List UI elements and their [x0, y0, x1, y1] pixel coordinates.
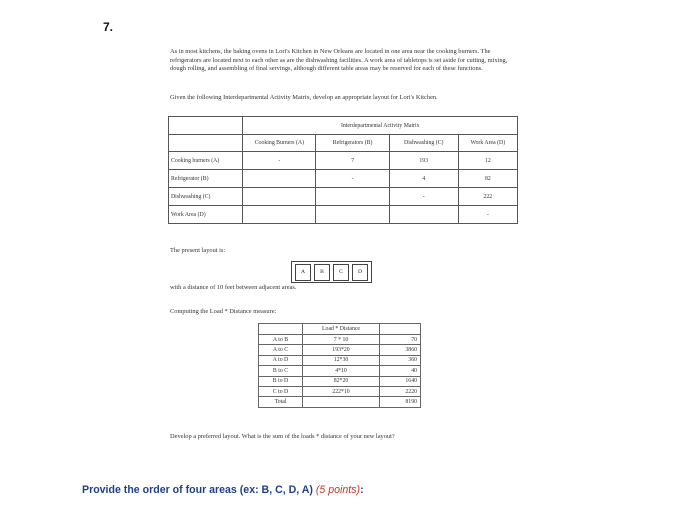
matrix-row-label: Dishwashing (C) [169, 188, 243, 206]
question-number: 7. [103, 20, 114, 34]
question-paragraph-2: Given the following Interdepartmental Activity Matrix, develop an appropriate layout for Lori's Kitchen. [170, 94, 438, 101]
ld-value: 360 [380, 355, 421, 365]
matrix-cell: 193 [389, 152, 458, 170]
ld-expression: 4*10 [303, 366, 380, 376]
matrix-cell [316, 188, 390, 206]
ld-expression: 193*20 [303, 345, 380, 355]
ld-header-blank [259, 324, 303, 335]
matrix-cell [243, 170, 316, 188]
ld-header-blank [380, 324, 421, 335]
ld-value: 2220 [380, 386, 421, 396]
ld-value: 40 [380, 366, 421, 376]
load-distance-table [258, 323, 421, 408]
present-layout-label: The present layout is: [170, 247, 226, 254]
matrix-cell: 7 [316, 152, 390, 170]
ld-pair: A to D [259, 355, 303, 365]
matrix-row-label: Refrigerator (B) [169, 170, 243, 188]
matrix-cell [243, 188, 316, 206]
distance-text: with a distance of 10 feet between adjacent areas. [170, 284, 297, 291]
matrix-corner-cell [169, 117, 243, 135]
matrix-cell [316, 206, 390, 224]
matrix-cell [389, 206, 458, 224]
matrix-column-header: Work Area (D) [458, 135, 517, 152]
prompt-colon: : [360, 484, 364, 496]
computing-label: Computing the Load * Distance measure: [170, 308, 277, 315]
points-label: (5 points) [315, 484, 361, 496]
matrix-cell: 82 [458, 170, 517, 188]
matrix-cell [243, 206, 316, 224]
ld-expression: 222*10 [303, 386, 380, 396]
ld-expression: 12*30 [303, 355, 380, 365]
matrix-cell: - [243, 152, 316, 170]
matrix-column-header: Refrigerators (B) [316, 135, 390, 152]
ld-total-blank [303, 397, 380, 407]
matrix-row-label: Cooking burners (A) [169, 152, 243, 170]
matrix-cell: - [389, 188, 458, 206]
matrix-row-label: Work Area (D) [169, 206, 243, 224]
ld-pair: A to C [259, 345, 303, 355]
ld-total-label: Total [259, 397, 303, 407]
ld-pair: A to B [259, 335, 303, 345]
matrix-column-header: Cooking Burners (A) [243, 135, 316, 152]
ld-header: Load * Distance [303, 324, 380, 335]
matrix-cell: - [316, 170, 390, 188]
matrix-title: Interdepartmental Activity Matrix [243, 117, 518, 135]
ld-pair: B to D [259, 376, 303, 386]
layout-area-box: A [295, 264, 311, 281]
matrix-column-header: Dishwashing (C) [389, 135, 458, 152]
ld-value: 70 [380, 335, 421, 345]
layout-area-box: C [333, 264, 349, 281]
matrix-cell: 222 [458, 188, 517, 206]
question-paragraph-1: As in most kitchens, the baking ovens in Lori's Kitchen in New Orleans are located in one area near the cooking burners. The refrigerators are located next to each other as are the dishwashing facilities. A work area of tabletops is set aside for cutting, mixing, dough rolling, and assembling of final servings, although different table areas may be reserved for each of these functions. [170, 48, 508, 73]
layout-area-box: B [314, 264, 330, 281]
answer-prompt-text: Provide the order of four areas (ex: B, C, D, A) [82, 484, 316, 496]
answer-prompt [82, 484, 364, 496]
matrix-cell: - [458, 206, 517, 224]
ld-pair: C to D [259, 386, 303, 396]
ld-value: 3860 [380, 345, 421, 355]
ld-expression: 7 * 10 [303, 335, 380, 345]
matrix-cell: 12 [458, 152, 517, 170]
ld-value: 1640 [380, 376, 421, 386]
develop-question: Develop a preferred layout. What is the sum of the loads * distance of your new layout? [170, 433, 395, 440]
ld-total-value: 8190 [380, 397, 421, 407]
layout-area-box: D [352, 264, 368, 281]
present-layout-diagram [291, 261, 372, 283]
matrix-corner-cell [169, 135, 243, 152]
ld-expression: 82*20 [303, 376, 380, 386]
ld-pair: B to C [259, 366, 303, 376]
matrix-cell: 4 [389, 170, 458, 188]
activity-matrix [168, 116, 518, 224]
